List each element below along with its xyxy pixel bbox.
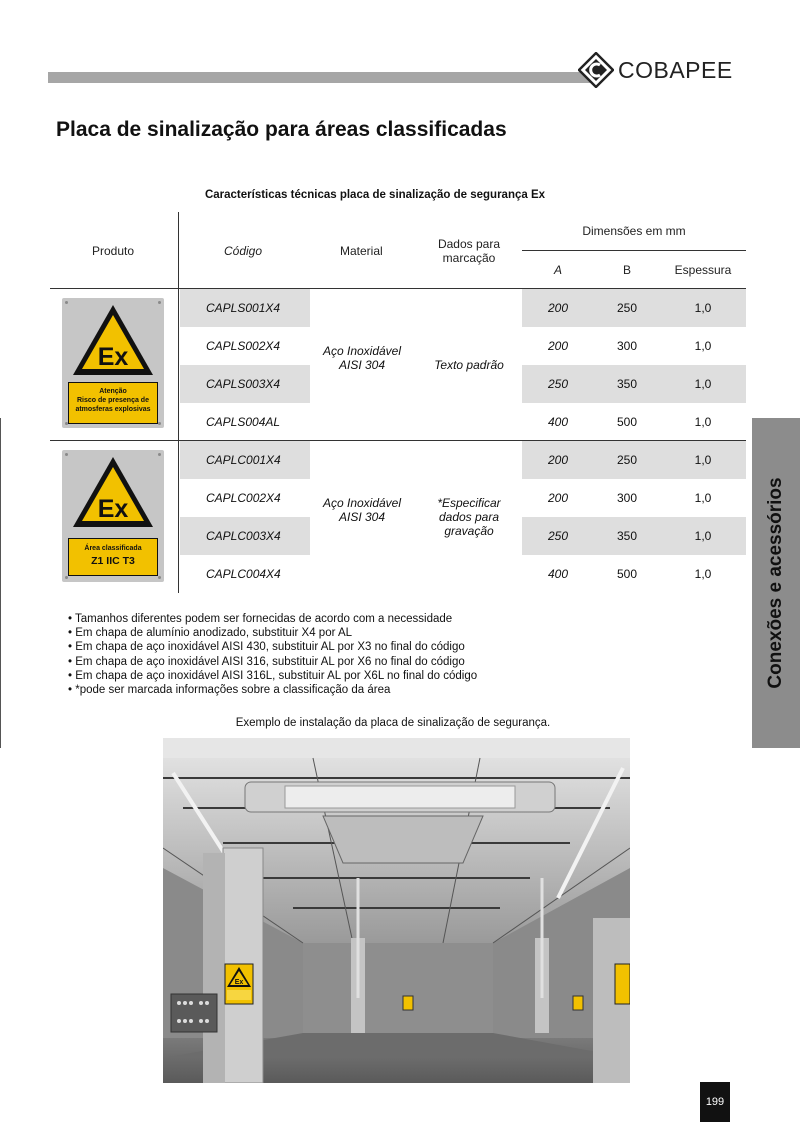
group-1-material: Aço Inoxidável AISI 304 [322, 344, 402, 372]
cell-code: CAPLC001X4 [180, 441, 310, 479]
sign-symbol: Ex [97, 495, 129, 523]
cell-code: CAPLS001X4 [180, 289, 310, 327]
sign-symbol: Ex [97, 343, 129, 371]
header-dados: Dados para marcação [437, 237, 501, 265]
header-a: A [553, 263, 562, 277]
example-caption: Exemplo de instalação da placa de sinalização de segurança. [235, 717, 551, 729]
sign-panel [68, 538, 158, 576]
cell-a: 250 [522, 365, 594, 403]
note-item: • Em chapa de alumínio anodizado, substituir X4 por AL [68, 626, 477, 640]
cell-a: 400 [547, 415, 569, 429]
sign-panel-line: Z1 IIC T3 [91, 555, 135, 567]
brand-logo [578, 52, 748, 88]
parking-garage-illustration [163, 738, 630, 1083]
table-caption: Características técnicas placa de sinalização de segurança Ex [204, 189, 546, 201]
cell-b: 500 [616, 567, 638, 581]
cell-b: 300 [616, 491, 638, 505]
cell-espessura: 1,0 [660, 289, 746, 327]
cell-a: 250 [522, 517, 594, 555]
ex-warning-triangle-icon [71, 455, 155, 529]
cell-code: CAPLS002X4 [206, 339, 281, 353]
sign-panel-line: atmosferas explosivas [75, 406, 151, 413]
group-divider [178, 289, 179, 440]
header-divider [178, 212, 179, 288]
ex-warning-triangle-icon [71, 303, 155, 377]
cell-b: 500 [616, 415, 638, 429]
cell-a: 400 [547, 567, 569, 581]
note-item: • Em chapa de aço inoxidável AISI 316L, substituir AL por X6L no final do código [68, 669, 477, 683]
header-espessura: Espessura [674, 263, 732, 277]
header-b: B [622, 263, 631, 277]
cell-b: 350 [594, 517, 660, 555]
photo-sign-symbol: Ex [234, 979, 244, 986]
cell-code: CAPLC003X4 [180, 517, 310, 555]
cell-a: 200 [547, 339, 569, 353]
cell-espessura: 1,0 [694, 491, 712, 505]
section-tab-label: Conexões e acessórios [765, 477, 786, 689]
group-divider [178, 441, 179, 593]
page-title: Placa de sinalização para áreas classificadas [56, 118, 507, 141]
group-2-material: Aço Inoxidável AISI 304 [322, 496, 402, 524]
cell-espessura: 1,0 [694, 339, 712, 353]
cell-a: 200 [522, 441, 594, 479]
cell-code: CAPLS004AL [206, 415, 281, 429]
header-produto: Produto [92, 244, 135, 258]
cell-espessura: 1,0 [694, 567, 712, 581]
dimensions-divider [522, 250, 746, 251]
note-item: • Em chapa de aço inoxidável AISI 316, substituir AL por X6 no final do código [68, 655, 477, 669]
group-1-dados: Texto padrão [434, 358, 504, 372]
header-codigo: Código [224, 244, 263, 258]
sign-panel-line: Área classificada [84, 545, 142, 552]
cell-code: CAPLC002X4 [206, 491, 281, 505]
page-number: 199 [700, 1082, 730, 1122]
header-bar [48, 72, 596, 83]
group-2-dados: *Especificar dados para gravação [437, 496, 501, 538]
notes-list [68, 612, 477, 697]
cell-espessura: 1,0 [694, 415, 712, 429]
cell-a: 200 [547, 491, 569, 505]
header-dimensoes: Dimensões em mm [582, 224, 686, 238]
cell-espessura: 1,0 [660, 365, 746, 403]
ex-sign-classified-area-image [62, 450, 164, 582]
cobapee-logo-icon [578, 52, 614, 88]
table-row [180, 289, 746, 327]
note-item: • *pode ser marcada informações sobre a classificação da área [68, 683, 477, 697]
installation-photo [163, 738, 630, 1083]
cell-espessura: 1,0 [660, 517, 746, 555]
cell-code: CAPLC004X4 [206, 567, 281, 581]
sign-panel-line: Risco de presença de [77, 397, 149, 404]
brand-name: COBAPEE [618, 56, 733, 83]
cell-b: 250 [594, 441, 660, 479]
header-material: Material [340, 244, 383, 258]
table-row [180, 441, 746, 479]
note-item: • Em chapa de aço inoxidável AISI 430, substituir AL por X3 no final do código [68, 640, 477, 654]
table-row [180, 555, 746, 593]
cell-b: 250 [594, 289, 660, 327]
cell-code: CAPLS003X4 [180, 365, 310, 403]
cell-a: 200 [522, 289, 594, 327]
cell-b: 350 [594, 365, 660, 403]
cell-espessura: 1,0 [660, 441, 746, 479]
sign-panel-line: Atenção [99, 388, 127, 395]
cell-b: 300 [616, 339, 638, 353]
note-item: • Tamanhos diferentes podem ser fornecidas de acordo com a necessidade [68, 612, 477, 626]
table-row [180, 403, 746, 441]
sign-panel [68, 382, 158, 424]
ex-sign-attention-image [62, 298, 164, 428]
margin-line [0, 418, 1, 748]
